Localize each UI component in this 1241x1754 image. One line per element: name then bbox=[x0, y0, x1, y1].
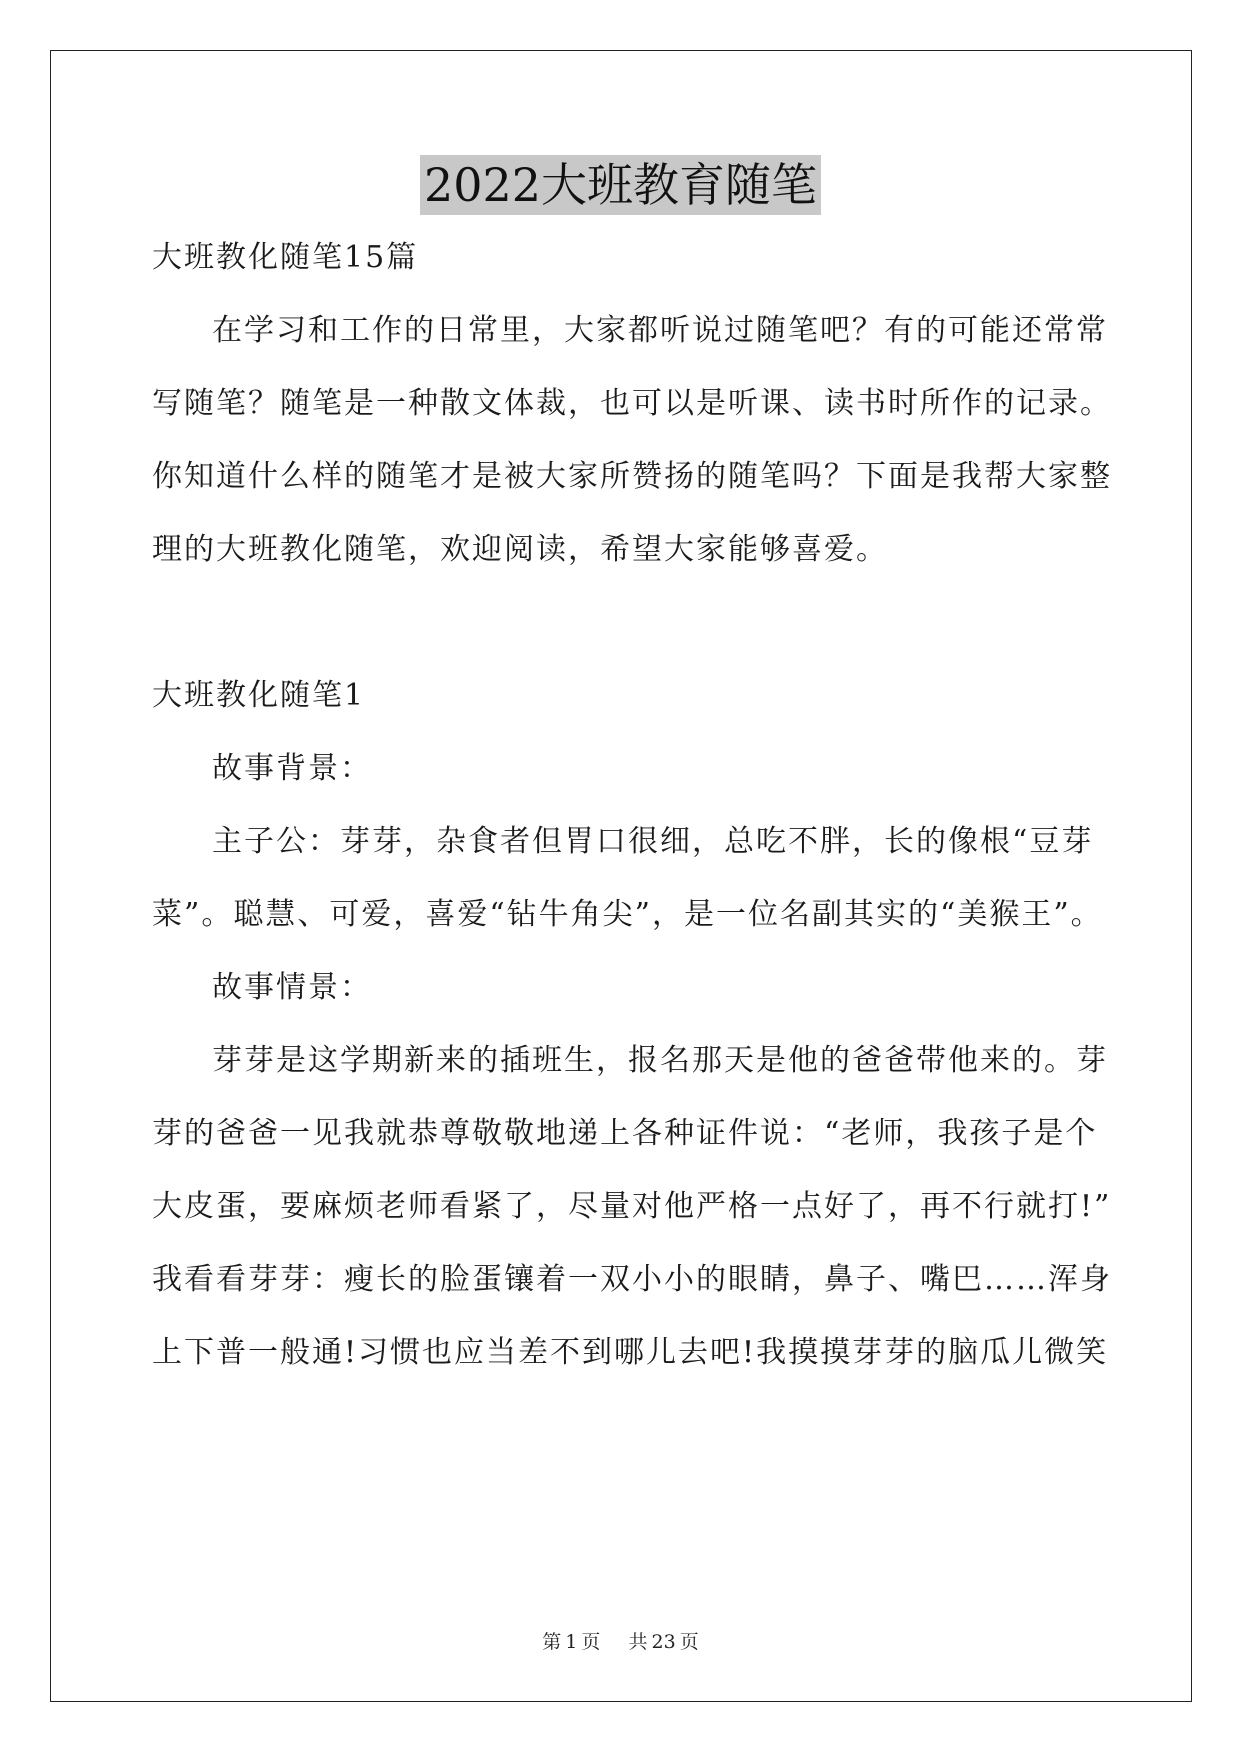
protagonist-line: 主子公：芽芽，杂食者但胃口很细，总吃不胖，长的像根“豆芽 bbox=[212, 824, 1094, 859]
page-suffix: 页 bbox=[581, 1631, 601, 1653]
total-pages: 23 bbox=[651, 1631, 676, 1653]
total-prefix: 共 bbox=[628, 1631, 648, 1653]
section-heading: 大班教化随笔1 bbox=[152, 678, 366, 713]
story-line: 我看看芽芽：瘦长的脸蛋镶着一双小小的眼睛，鼻子、嘴巴……浑身 bbox=[152, 1262, 1112, 1297]
intro-line: 在学习和工作的日常里，大家都听说过随笔吧？有的可能还常常 bbox=[212, 313, 1108, 348]
total-suffix: 页 bbox=[679, 1631, 699, 1653]
title-container bbox=[0, 155, 1241, 215]
background-label: 故事背景： bbox=[212, 751, 372, 786]
story-line: 芽的爸爸一见我就恭尊敬敬地递上各种证件说：“老师，我孩子是个 bbox=[152, 1116, 1098, 1151]
page-number: 1 bbox=[565, 1631, 578, 1653]
document-subtitle: 大班教化随笔15篇 bbox=[152, 240, 419, 275]
protagonist-line: 菜”。聪慧、可爱，喜爱“钻牛角尖”，是一位名副其实的“美猴王”。 bbox=[152, 897, 1103, 932]
page-frame bbox=[50, 50, 1192, 1702]
story-line: 上下普一般通!习惯也应当差不到哪儿去吧!我摸摸芽芽的脑瓜儿微笑 bbox=[152, 1335, 1109, 1370]
scenario-label: 故事情景： bbox=[212, 970, 372, 1005]
intro-line: 写随笔？随笔是一种散文体裁，也可以是听课、读书时所作的记录。 bbox=[152, 386, 1112, 421]
intro-line: 理的大班教化随笔，欢迎阅读，希望大家能够喜爱。 bbox=[152, 532, 888, 567]
story-line: 大皮蛋，要麻烦老师看紧了，尽量对他严格一点好了，再不行就打!” bbox=[152, 1189, 1112, 1224]
intro-line: 你知道什么样的随笔才是被大家所赞扬的随笔吗？下面是我帮大家整 bbox=[152, 459, 1112, 494]
page-prefix: 第 bbox=[542, 1631, 562, 1653]
story-line: 芽芽是这学期新来的插班生，报名那天是他的爸爸带他来的。芽 bbox=[212, 1043, 1108, 1078]
page-footer bbox=[0, 1630, 1241, 1654]
document-title: 2022大班教育随笔 bbox=[420, 155, 821, 215]
